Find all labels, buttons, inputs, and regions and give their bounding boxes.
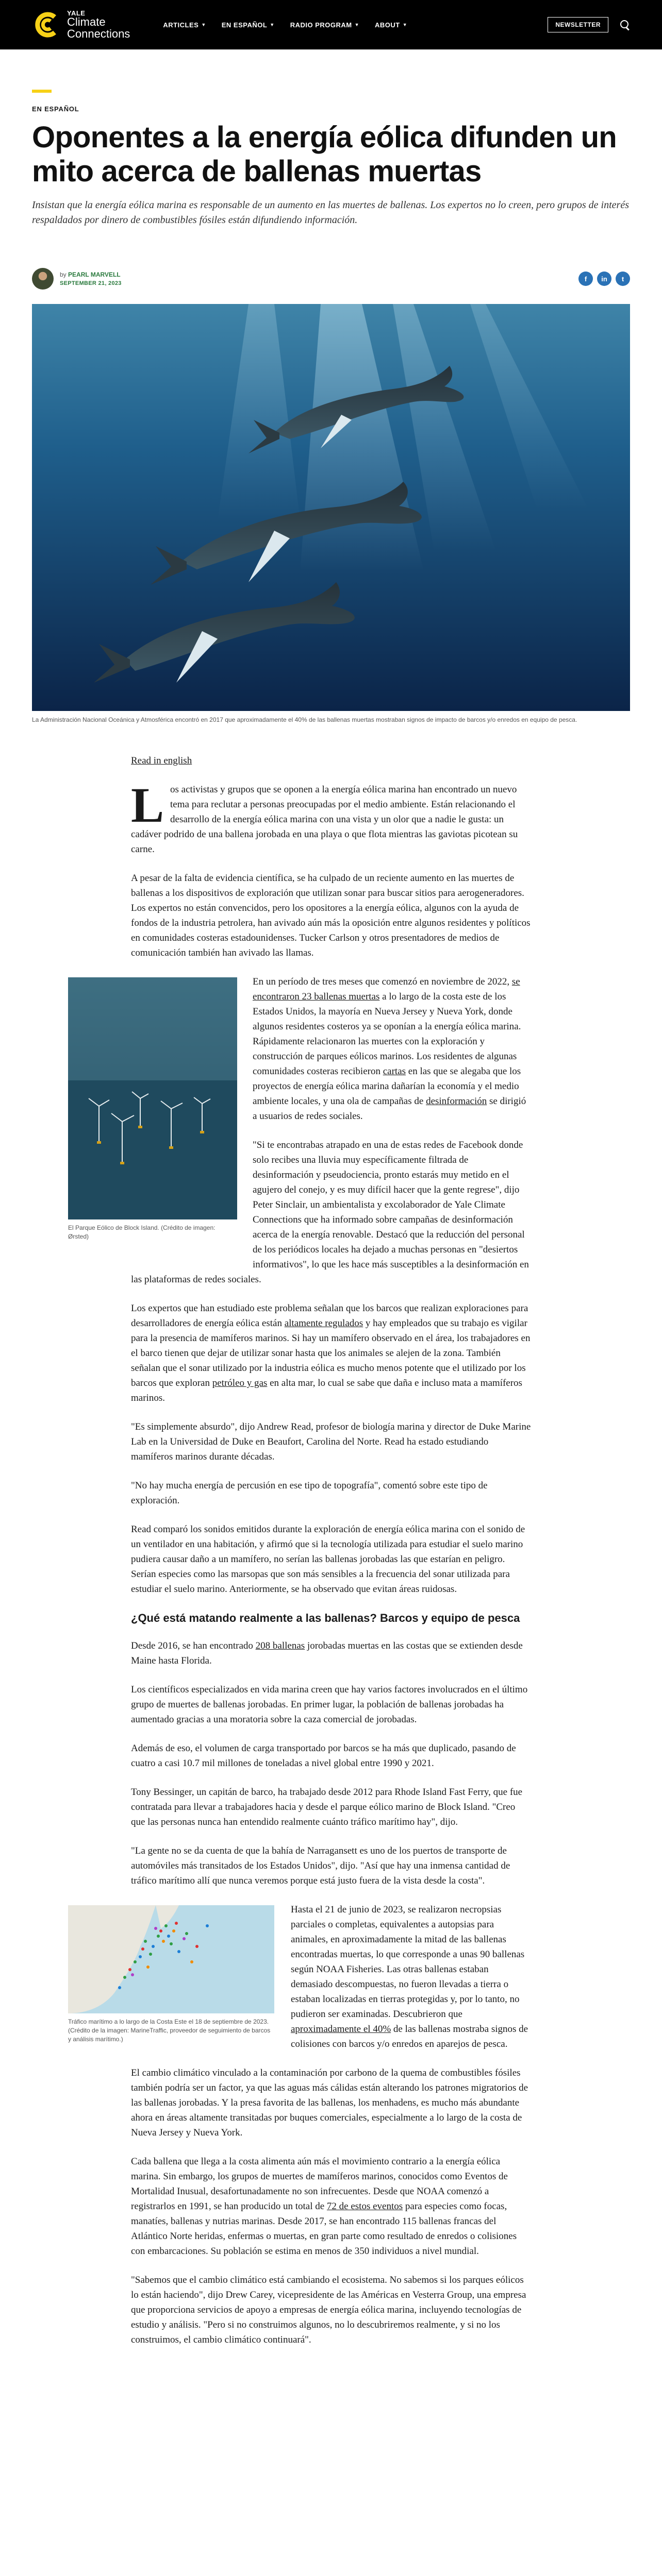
p3-text-c: en las que se alegaba que los proyectos de energía eólica marina dañarían la economía y el medio ambiente locales, y una ola de campañas de [253,1066,521,1107]
p16-text-a: Cada ballena que llega a la costa alimenta aún más el movimiento contrario a la energía eólica marina. Sin embargo, los grupos de muertes de mamíferos marinos, conocidos como Eventos de Mortalidad Inusual, desafortunadamente no son infrecuentes. Desde que NOAA comenzó a registrarlos en 1991, se han producido un total de [131,2156,508,2212]
chevron-down-icon: ▼ [201,22,206,27]
p3-text-b: a lo largo de la costa este de los Estados Unidos, la mayoría en Nueva Jersey y Nueva York, donde algunos residentes costeros ya se oponían a la energía eólica marina. Rápidamente relacionaron las muertes con la exploración y construcción de parques eólicos marinos. Los residentes de algunas comunidades costeras recibieron [253,991,521,1077]
paragraph-2: A pesar de la falta de evidencia científica, se ha culpado de un reciente aumento en las muertes de ballenas a los dispositivos de exploración que utilizan sonar para buscar sitios para aerogeneradores. Los expertos no están convencidos, pero los opositores a la energía eólica, algunos con la ayuda de fondos de la industria petrolera, han avivado aún más la oposición entre algunos residentes y políticos en comunidades costeras estadounidenses. Tucker Carlson y otros presentadores de medios de comunicación también han avivado las llamas. [131,873,531,958]
paragraph-1-text: os activistas y grupos que se oponen a la energía eólica marina han encontrado un nuevo tema para reclutar a personas preocupadas por el medio ambiente. Están relacionando el desarrollo de la energía eólica marina con una vista y un olor que a nadie le gusta: un cadáver podrido de una ballena jorobada en una playa o que flota mientras las gaviotas picotean su carne. [131,784,518,855]
logo-yale: YALE [67,9,86,17]
letters-link[interactable]: cartas [383,1066,406,1077]
article-dek: Insistan que la energía eólica marina es responsable de un aumento en las muertes de ballenas. Los expertos no lo creen, pero grupos de interés respaldados por dinero de combustibles fósiles están difundiendo información. [32,199,629,226]
hero-image [32,304,630,711]
site-header [0,0,662,49]
nav-radio-program-label: RADIO PROGRAM [290,21,352,29]
byline-prefix: by [60,271,67,278]
p3-text-d: se dirigió a usuarios de redes sociales. [253,1096,526,1122]
logo-connections: Connections [67,27,130,40]
paragraph-4: "Si te encontrabas atrapado en una de estas redes de Facebook donde solo recibes una lluvia muy específicamente filtrada de desinformación y pseudociencia, pronto estarás muy metido en el agujero del conejo, y es muy difícil hacer que la gente regrese", dijo Peter Sinclair, un ambientalista y excolaborador de Yale Climate Connections que ha informado sobre campañas de desinformación acerca de la energía renovable. Destacó que la reducción del personal de los periódicos locales ha dejado a muchas personas en "desiertos informativos", lo que les hace más susceptibles a la desinformación en las plataformas de redes sociales. [131,1140,529,1285]
paragraph-12: Tony Bessinger, un capitán de barco, ha trabajado desde 2012 para Rhode Island Fast Ferry, que fue contratada para llevar a trabajadores hacia y desde el parque eólico marino de Block Island. "Creo que las personas nunca han entendido realmente cuánto tráfico marítimo hay", dijo. [131,1787,523,1827]
nav-about[interactable] [375,21,407,29]
logo-mark-icon [32,11,60,39]
figure-marine-traffic [68,1905,274,2058]
share-buttons [578,272,630,286]
chevron-down-icon: ▼ [354,22,360,27]
read-in-english-link[interactable]: Read in english [131,755,192,766]
nav-about-label: ABOUT [375,21,400,29]
paragraph-11: Además de eso, el volumen de carga transportado por barcos se ha más que duplicado, pasando de cuatro a casi 10.7 mil millones de toneladas a nivel global entre 1990 y 2021. [131,1743,516,1769]
marine-traffic-map [68,1905,274,2013]
twitter-share-icon[interactable]: t [616,272,630,286]
p3-text-a: En un período de tres meses que comenzó en noviembre de 2022, [253,976,512,987]
page-title: Oponentes a la energía eólica difunden un mito acerca de ballenas muertas [32,121,617,188]
chevron-down-icon: ▼ [402,22,408,27]
publish-date: SEPTEMBER 21, 2023 [60,280,122,286]
main-nav [163,21,407,29]
p5-text-a: Los expertos que han estudiado este problema señalan que los barcos que realizan exploraciones para desarrolladores de energía eólica están [131,1303,528,1329]
dead-whales-link[interactable]: se encontraron 23 ballenas muertas [253,976,520,1002]
paragraph-5 [131,1301,531,1405]
section-heading: ¿Qué está matando realmente a las ballenas? Barcos y equipo de pesca [131,1612,520,1624]
nav-radio-program[interactable] [290,21,359,29]
dropcap: L [131,777,164,833]
author-name[interactable]: PEARL MARVELL [68,271,121,278]
oil-gas-link[interactable]: petróleo y gas [212,1378,268,1388]
72-events-link[interactable]: 72 de estos eventos [326,2201,403,2212]
paragraph-17: "Sabemos que el cambio climático está cambiando el ecosistema. No sabemos si los parques eólicos lo están haciendo", dijo Drew Carey, vicepresidente de las Américas en Vesterra Group, una empresa que proporciona servicios de apoyo a empresas de energía eólica marina, incluyendo tecnologías de estudio y análisis. "Pero si no construimos algunos, no lo descubriremos realmente, y si no los construimos, el cambio climático continuará". [131,2275,526,2345]
marine-traffic-caption: Tráfico marítimo a lo largo de la Costa Este el 18 de septiembre de 2023. (Crédito de la imagen: MarineTraffic, proveedor de seguimiento de barcos y análisis marítimo.) [68,2018,271,2043]
figure-wind-farm [68,977,237,1255]
p16-text-b: para especies como focas, manatíes, ballenas y nutrias marinas. Desde 2017, se han encontrado 115 ballenas francas del Atlántico Norte heridas, enfermas o muertas, en gran parte como resultado de enredos o colisiones con embarcaciones. Su población se estima en menos de 350 individuos a nivel mundial. [131,2201,517,2257]
paragraph-13: "La gente no se da cuenta de que la bahía de Narragansett es uno de los puertos de transporte de automóviles más transitados de los Estados Unidos", dijo. "Así que hay una inmensa cantidad de tráfico marítimo allí que nunca veremos porque está justo fuera de la vista desde la costa". [131,1845,510,1886]
paragraph-7: "No hay mucha energía de percusión en ese tipo de topografía", comentó sobre este tipo de exploración. [131,1480,488,1506]
paragraph-9 [131,1638,531,1668]
site-logo[interactable] [32,10,130,40]
paragraph-8: Read comparó los sonidos emitidos durante la exploración de energía eólica marina con el sonido de un ventilador en una habitación, y afirmó que si la tecnología utilizada para estudiar el suelo marino pudiera causar daño a un mamífero, no serían las ballenas jorobadas las que estarían en peligro. Serían especies como las marsopas que son más sensibles a la frecuencia del sonar utilizada para estudiar el suelo marino. Anteriormente, se ha observado que evitan áreas ruidosas. [131,1524,525,1595]
nav-en-espanol-label: EN ESPAÑOL [221,21,268,29]
p9-text-a: Desde 2016, se han encontrado [131,1640,256,1651]
logo-climate: Climate [67,15,106,29]
p5-text-b: y hay empleados que su trabajo es vigilar para la presencia de mamíferos marinos. Si hay un mamífero observado en el área, los trabajadores en el barco tienen que dejar de utilizar sonar hasta que los animales se alejen de la zona. También señalan que el sonar utilizado por la industria eólica es mucho menos potente que el utilizado por los barcos que exploran [131,1318,531,1388]
nav-en-espanol[interactable] [222,21,275,29]
paragraph-16 [131,2154,531,2259]
nav-articles-label: ARTICLES [163,21,199,29]
category-label[interactable]: EN ESPAÑOL [32,105,79,113]
facebook-share-icon[interactable]: f [578,272,593,286]
paragraph-1 [131,777,531,857]
linkedin-share-icon[interactable]: in [597,272,611,286]
paragraph-6: "Es simplemente absurdo", dijo Andrew Read, profesor de biología marina y director de Duke Marine Lab en la Universidad de Duke en Beaufort, Carolina del Norte. Read ha estado estudiando mamíferos marinos durante décadas. [131,1421,531,1462]
highly-regulated-link[interactable]: altamente regulados [284,1318,363,1329]
nav-articles[interactable] [163,21,206,29]
author-avatar [32,268,54,290]
wind-farm-image [68,977,237,1219]
p14-text-b: de las ballenas mostraba signos de colisiones con barcos y/o enredos en aparejos de pesca. [291,2024,528,2049]
p5-text-c: en alta mar, lo cual se sabe que daña e incluso mata a mamíferos marinos. [131,1378,522,1403]
paragraph-10: Los científicos especializados en vida marina creen que hay varios factores involucrados en el último grupo de muertes de ballenas jorobadas. En primer lugar, la población de ballenas jorobadas ha aumentado gracias a una moratoria sobre la caza comercial de jorobadas. [131,1684,528,1725]
newsletter-button[interactable]: NEWSLETTER [548,17,608,32]
wind-farm-caption: El Parque Eólico de Block Island. (Crédito de imagen: Ørsted) [68,1224,216,1240]
byline [32,268,122,290]
disinformation-link[interactable]: desinformación [426,1096,487,1107]
article-body [68,753,531,2361]
paragraph-15: El cambio climático vinculado a la contaminación por carbono de la quema de combustibles fósiles también podría ser un factor, ya que las aguas más cálidas están alterando los patrones migratorios de las ballenas jorobadas. Y la presa favorita de las ballenas, los menhadens, es mucho más abundante ahora en áreas altamente transitadas por buques comerciales, especialmente a lo largo de la costa de Nueva Jersey y Nueva York. [131,2067,528,2138]
p14-text-a: Hasta el 21 de junio de 2023, se realizaron necropsias parciales o completas, equivalentes a autopsias para animales, en aproximadamente la mitad de las ballenas encontradas muertas, lo que corresponde a unas 90 ballenas según NOAA Fisheries. Las otras ballenas estaban demasiado descompuestas, no fueron llevadas a tierra o estaban localizadas en tierras protegidas y, por lo tanto, no pudieron ser examinadas. Descubrieron que [291,1904,525,2020]
search-icon[interactable] [620,20,630,30]
chevron-down-icon: ▼ [270,22,275,27]
hero-caption: La Administración Nacional Oceánica y Atmosférica encontró en 2017 que aproximadamente el 40% de las ballenas muertas mostraban signos de impacto de barcos y/o enredos en equipo de pesca. [32,716,577,723]
40-percent-link[interactable]: aproximadamente el 40% [291,2024,391,2035]
p9-text-b: jorobadas muertas en las costas que se extienden desde Maine hasta Florida. [131,1640,523,1666]
208-whales-link[interactable]: 208 ballenas [255,1640,305,1651]
accent-bar [32,90,52,93]
